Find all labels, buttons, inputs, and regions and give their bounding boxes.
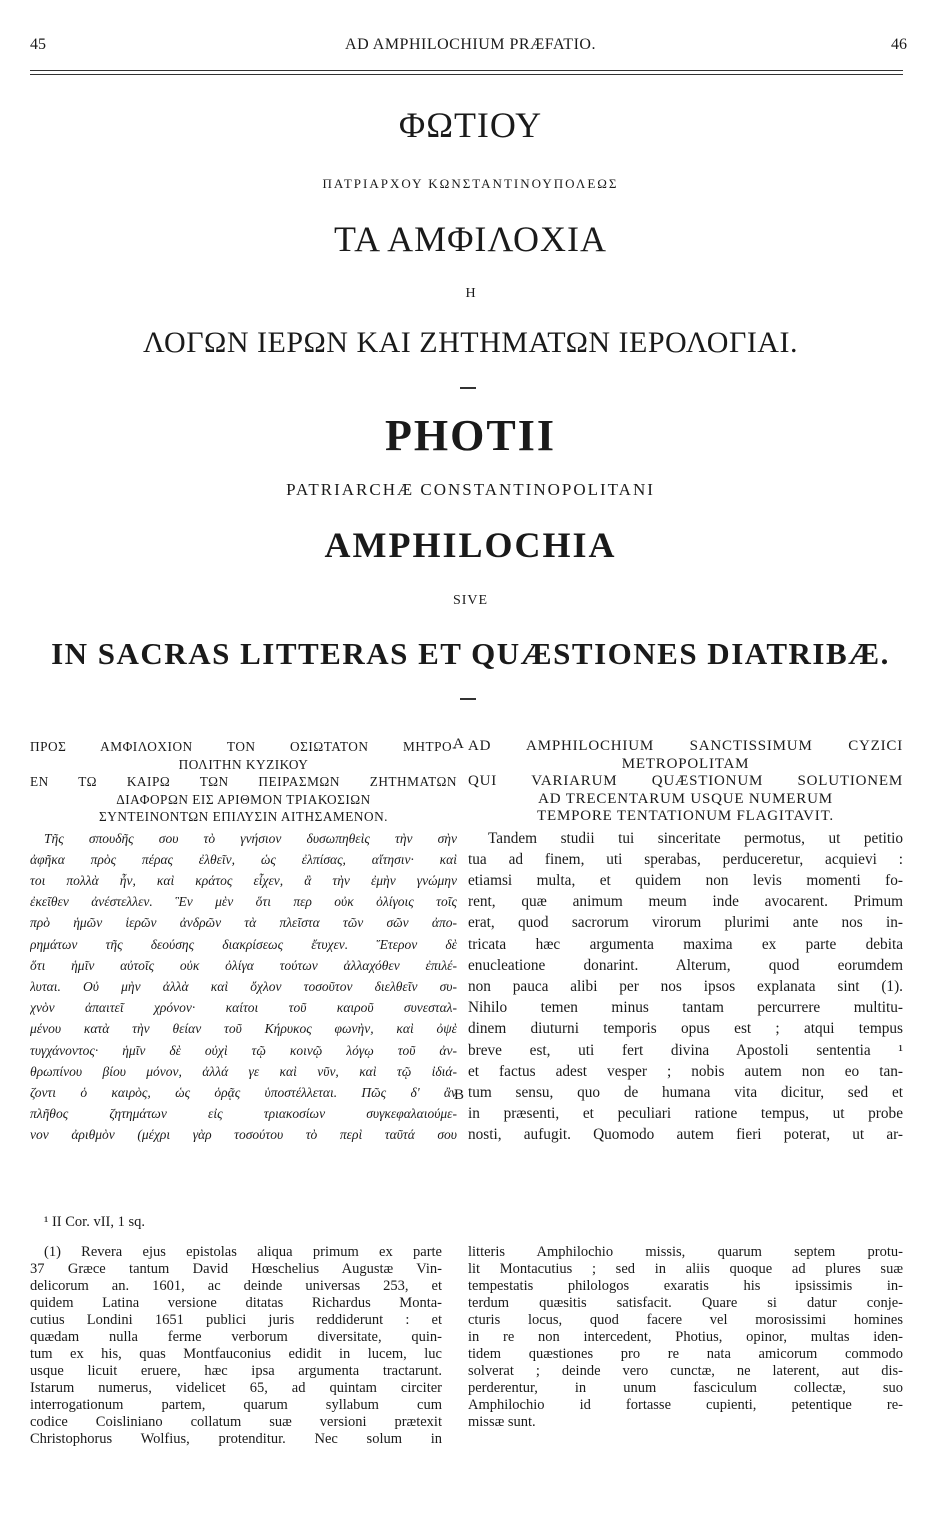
latin-work-title: AMPHILOCHIA: [324, 525, 617, 565]
running-title: AD AMPHILOCHIUM PRÆFATIO.: [345, 36, 596, 53]
greek-heading-line: ΔΙΑΦΟΡΩΝ ΕΙΣ ΑΡΙΘΜΟΝ ΤΡΙΑΚΟΣΙΩΝ: [116, 791, 371, 807]
note-line: litteris Amphilochio missis, quarum septem protu-: [468, 1244, 903, 1260]
greek-body-line: ὅτι ἡμῖν αὐτοῖς οὐκ ὀλίγα τούτων ἀλλαχόθεν ἐπιλέ-: [30, 957, 457, 973]
footnote-reference: ¹ II Cor. vII, 1 sq.: [44, 1214, 146, 1230]
greek-heading-line: ΣΥΝΤΕΙΝΟΝΤΩΝ ΕΠΙΛΥΣΙΝ ΑΙΤΗΣΑΜΕΝΟΝ.: [98, 809, 389, 824]
note-line: missæ sunt.: [468, 1414, 536, 1430]
latin-body: [468, 828, 903, 1146]
greek-heading-line: ΠΟΛΙΤΗΝ ΚΥΖΙΚΟΥ: [178, 756, 309, 772]
greek-alt-title: ΛΟΓΩΝ ΙΕΡΩΝ ΚΑΙ ΖΗΤΗΜΑΤΩΝ ΙΕΡΟΛΟΓΙΑΙ.: [143, 326, 798, 359]
title-divider-2: [460, 698, 476, 700]
note-line: codice Coisliniano collatum suæ versioni prætexit: [30, 1414, 442, 1430]
latin-body-line: rent, quæ animum meum inde avocarent. Primum: [468, 893, 903, 911]
note-line: cturis locus, quod facere vel morosissimi homines: [468, 1312, 903, 1328]
latin-heading-line: QUI VARIARUM QUÆSTIONUM SOLUTIONEM: [468, 773, 903, 789]
latin-body-line: tum sensu, quo de humana vita dicitur, sed et: [468, 1083, 903, 1101]
note-line: (1) Revera ejus epistolas aliqua primum ex parte: [44, 1244, 442, 1260]
latin-heading-line: TEMPORE TENTATIONUM FLAGITAVIT.: [537, 808, 834, 824]
greek-heading-line: ΠΡΟΣ ΑΜΦΙΛΟΧΙΟΝ ΤΟΝ ΟΣΙΩΤΑΤΟΝ ΜΗΤΡΟ-: [30, 739, 457, 754]
greek-body-line: λυται. Οὐ μὴν ἀλλὰ καὶ ὄχλον τοσοῦτον διελθεῖν συ-: [30, 978, 457, 994]
greek-body-line: ρημάτων τῆς δεούσης διακρίσεως ἔτυχεν. Ἕτερον δὲ: [30, 936, 457, 952]
greek-body-line: ἀφῆκα πρὸς πέρας ἐλθεῖν, ὡς ἐλπίσας, αἴτησιν· καὶ: [30, 851, 457, 867]
latin-text-column: [468, 738, 903, 1146]
latin-body-line: Tandem studii tui sinceritate permotus, ut petitio: [488, 829, 903, 847]
margin-mark-b: B: [454, 1087, 465, 1103]
note-line: solverat ; deinde vero cunctæ, ne laterent, aut dis-: [468, 1363, 903, 1379]
greek-body-line: θρωπίνου βίου μόνον, ἀλλά γε καὶ νῦν, καὶ τῷ ἰδιά-: [30, 1063, 457, 1079]
greek-author-subtitle: ΠΑΤΡΙΑΡΧΟΥ ΚΩΝΣΤΑΝΤΙΝΟΥΠΟΛΕΩΣ: [322, 176, 619, 191]
note-line: cutius Londini 1651 publici juris reddiderunt : et: [30, 1312, 442, 1328]
greek-body-line: χνὸν ἀπαιτεῖ χρόνον· καίτοι τοῦ καιροῦ συνεσταλ-: [30, 1000, 457, 1016]
greek-body-line: ζοντι ὁ καιρὸς, ὡς ὁρᾷς ὑποστέλλεται. Πῶς δ' ἂν: [30, 1084, 457, 1100]
greek-body-line: πρὸ ἡμῶν ἱερῶν ἀνδρῶν τὰ πλεῖστα τῶν σῶν ἀπο-: [30, 915, 457, 931]
note-line: tidem quæstiones pro re nata amicorum commodo: [468, 1346, 903, 1362]
latin-body-line: tricata hæc argumenta maxima ex parte debita: [468, 935, 903, 953]
note-left-column: [30, 1244, 442, 1448]
latin-body-line: Nihilo temen minus tantam percurrere multitu-: [468, 999, 903, 1017]
latin-body-line: nosti, aufugit. Quomodo autem fieri poterat, ut ar-: [468, 1126, 903, 1144]
greek-heading: [30, 738, 457, 826]
greek-body-line: πλῆθος ζητημάτων εἰς τριακοσίων συγκεφαλαιούμε-: [30, 1106, 457, 1122]
note-line: usque licuit eruere, hæc ipsa argumenta tractarunt.: [30, 1363, 442, 1379]
latin-body-line: etiamsi multa, et quidem non levis momenti fo-: [468, 871, 903, 889]
latin-body-line: enucleatione donarint. Alterum, quod eorumdem: [468, 956, 903, 974]
note-line: tum ex his, quas Montfauconius edidit in lucem, luc: [30, 1346, 442, 1362]
note-line: tempestatis philologos exaratis his ipsissimis in-: [468, 1278, 903, 1294]
greek-heading-line: ΕΝ ΤΩ ΚΑΙΡΩ ΤΩΝ ΠΕΙΡΑΣΜΩΝ ΖΗΤΗΜΑΤΩΝ: [30, 774, 457, 789]
note-line: delicorum an. 1601, ac deinde universas 253, et: [30, 1278, 442, 1294]
latin-body-line: non pauca alibi per nos ipsos explanata sint (1).: [468, 977, 903, 995]
page-number-right: 46: [891, 36, 907, 53]
latin-conjunction: SIVE: [452, 593, 489, 608]
greek-author-title: ΦΩΤΙΟΥ: [398, 105, 543, 145]
note-line: Christophorus Wolfius, protenditur. Nec solum in: [30, 1431, 442, 1447]
latin-heading-line: METROPOLITAM: [621, 755, 750, 772]
greek-body-line: ἐκεῖθεν ἀνέστελλεν. Ἓν μὲν ὅτι περ οὐκ ὀλίγοις τοῖς: [30, 894, 457, 910]
latin-body-line: in præsenti, et peculiari ratione tempus, ut probe: [468, 1105, 903, 1123]
latin-alt-title: IN SACRAS LITTERAS ET QUÆSTIONES DIATRIBÆ.: [51, 636, 890, 671]
note-line: Amphilochio id fortasse cupienti, petentique re-: [468, 1397, 903, 1413]
latin-body-line: tua ad finem, uti sperabas, perduceretur, acquievi :: [468, 850, 903, 868]
latin-body-line: erat, quod sacrorum virorum plurimi ante nos in-: [468, 914, 903, 932]
greek-conjunction: Η: [465, 286, 476, 301]
greek-text-column: [30, 738, 457, 1146]
greek-body-line: Τῆς σπουδῆς σου τὸ γνήσιον δυσωπηθεὶς τὴν σὴν: [44, 830, 457, 846]
latin-heading-line: AD AMPHILOCHIUM SANCTISSIMUM CYZICI: [468, 738, 903, 754]
latin-body-line: et factus adest vesper ; nobis autem non eo tan-: [468, 1062, 903, 1080]
greek-body: [30, 828, 457, 1146]
latin-author-subtitle: PATRIARCHÆ CONSTANTINOPOLITANI: [286, 480, 655, 499]
note-line: quædam nulla ferme verborum diversitate, quin-: [30, 1329, 442, 1345]
latin-body-line: breve est, uti fert divina Apostoli sententia ¹: [468, 1041, 903, 1059]
greek-body-line: τοι πολλὰ ἦν, καὶ κράτος εἶχεν, ἃ τὴν ἐμὴν γνώμην: [30, 872, 457, 888]
note-line: interrogationum partem, quarum syllabum cum: [30, 1397, 442, 1413]
latin-author-title: PHOTII: [385, 411, 556, 460]
note-line: Istarum numerus, videlicet 65, ad quintam circiter: [30, 1380, 442, 1396]
latin-heading-line: AD TRECENTARUM USQUE NUMERUM: [538, 790, 833, 807]
note-line: in re non intercedent, Photius, opinor, multas iden-: [468, 1329, 903, 1345]
latin-heading: [468, 738, 903, 826]
latin-body-line: dinem diuturni temporis opus est ; atqui tempus: [468, 1020, 903, 1038]
page-number-left: 45: [30, 36, 46, 53]
greek-body-line: τυγχάνοντος· ἡμῖν δὲ οὐχὶ τῷ κοινῷ λόγῳ τοῦ ἀν-: [30, 1042, 457, 1058]
greek-body-line: νον ἀριθμὸν (μέχρι γὰρ τοσούτου τὸ περὶ ταῦτά σου: [30, 1127, 457, 1143]
note-line: terdum quæsitis satisfacit. Quare si datur conje-: [468, 1295, 903, 1311]
greek-body-line: μένου κατὰ τὴν θείαν τοῦ Κήρυκος φωνὴν, καὶ ὀψὲ: [30, 1021, 457, 1037]
note-line: quidem Latina versione ditatas Richardus Monta-: [30, 1295, 442, 1311]
note-line: lit Montacutius ; sed in aliis quoque ad plures suæ: [468, 1261, 903, 1277]
title-divider: [460, 387, 476, 389]
header-rule-double: [30, 74, 903, 75]
note-line: 37 Græce tantum David Hœschelius Augustæ Vin-: [30, 1261, 442, 1277]
note-right-column: [468, 1244, 903, 1431]
header-rule: [30, 70, 903, 71]
note-line: perderentur, in unum fasciculum collectæ, suo: [468, 1380, 903, 1396]
margin-mark-a: A: [453, 736, 464, 752]
greek-work-title: ΤΑ ΑΜΦΙΛΟΧΙΑ: [333, 219, 608, 259]
